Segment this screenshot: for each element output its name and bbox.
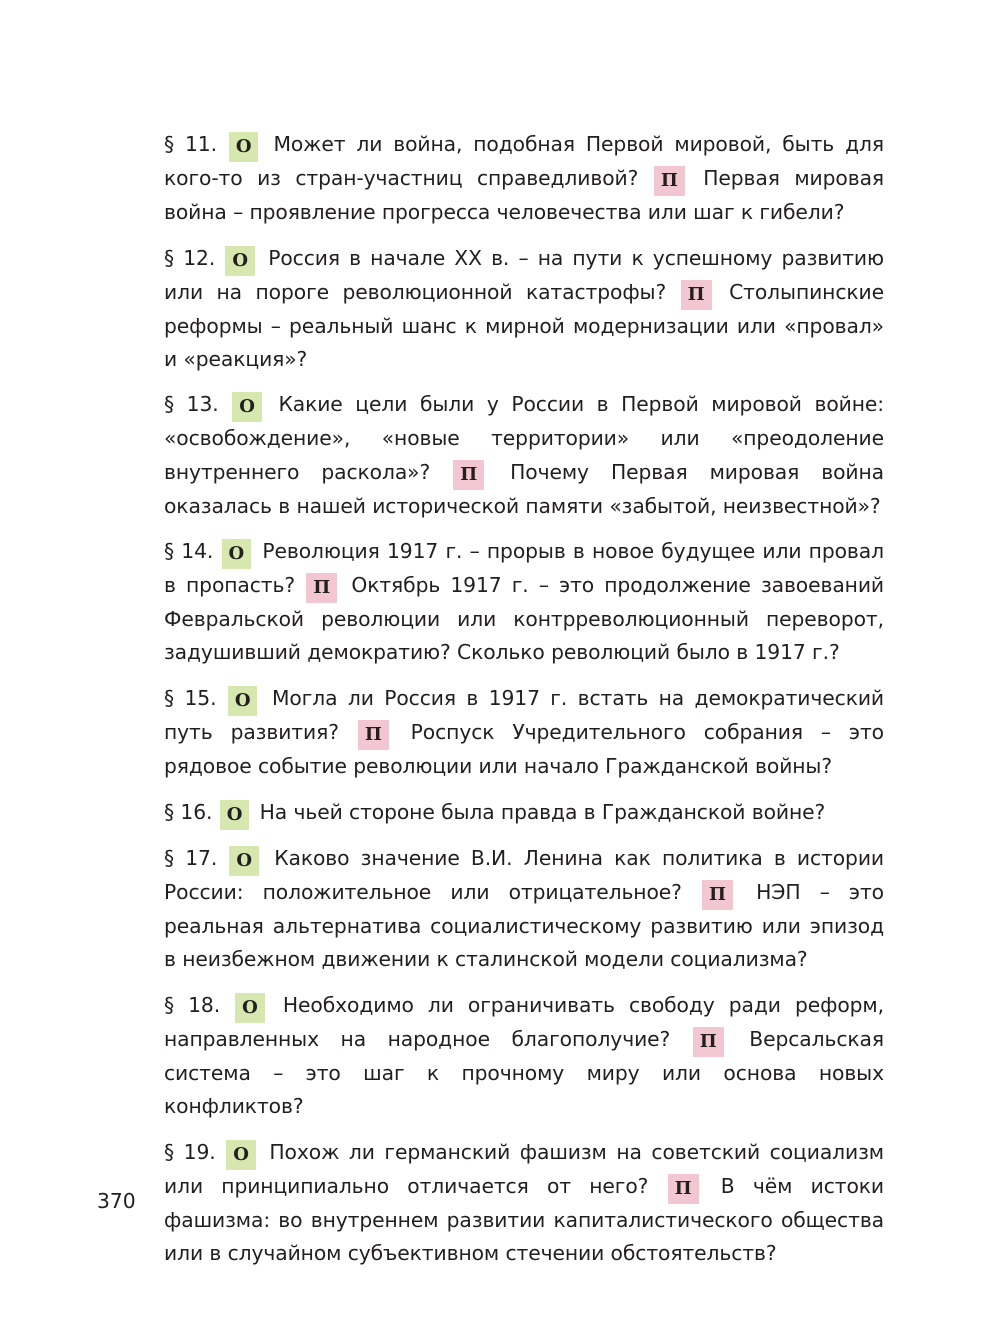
o-marker-badge: О	[229, 132, 259, 162]
section-number: § 19.	[164, 1139, 216, 1164]
p-question-text: Роспуск Учредительного собрания – это рядовое событие революции или начало Гражданской войны?	[164, 719, 884, 778]
p-marker-badge: П	[702, 880, 733, 910]
o-marker-badge: О	[226, 1140, 256, 1170]
o-marker-badge: О	[235, 993, 265, 1023]
p-question-text: НЭП – это реальная альтернатива социалистическому развитию или эпизод в неизбежном движении к сталинской модели социализма?	[164, 879, 884, 972]
question-paragraph-16	[164, 796, 884, 830]
o-marker-badge: О	[222, 539, 252, 569]
o-question-text: Революция 1917 г. – прорыв в новое будущее или провал в пропасть?	[164, 539, 884, 598]
section-number: § 15.	[164, 685, 217, 710]
o-question-text: Необходимо ли ограничивать свободу ради реформ, направленных на народное благополучие?	[164, 992, 884, 1051]
question-paragraph-18	[164, 989, 884, 1123]
o-question-text: На чьей стороне была правда в Гражданской войне?	[259, 799, 826, 824]
page-number: 370	[97, 1189, 136, 1213]
section-number: § 14.	[164, 539, 214, 564]
p-marker-badge: П	[306, 573, 337, 603]
o-question-text: Каково значение В.И. Ленина как политика в истории России: положительное или отрицательное?	[164, 845, 884, 904]
o-marker-badge: О	[220, 800, 250, 830]
question-paragraph-11	[164, 128, 884, 229]
p-marker-badge: П	[654, 166, 685, 196]
question-paragraph-17	[164, 842, 884, 976]
o-marker-badge: О	[225, 246, 255, 276]
section-number: § 13.	[164, 392, 219, 417]
p-question-text: В чём истоки фашизма: во внутреннем развитии капиталистического общества или в случайном субъективном стечении обстоятельств?	[164, 1173, 884, 1265]
p-question-text: Версальская система – это шаг к прочному миру или основа новых конфликтов?	[164, 1026, 884, 1118]
questions-list	[164, 128, 884, 1282]
section-number: § 16.	[164, 799, 213, 824]
o-question-text: Могла ли Россия в 1917 г. встать на демократический путь развития?	[164, 685, 885, 744]
question-paragraph-12	[164, 242, 884, 376]
p-marker-badge: П	[668, 1174, 699, 1204]
o-question-text: Похож ли германский фашизм на советский социализм или принципиально отличается от него?	[164, 1139, 884, 1198]
question-paragraph-15	[164, 682, 884, 783]
o-question-text: Может ли война, подобная Первой мировой, быть для кого-то из стран-участниц справедливой?	[164, 132, 884, 190]
p-marker-badge: П	[453, 460, 484, 490]
question-paragraph-13	[164, 388, 884, 522]
p-question-text: Почему Первая мировая война оказалась в нашей исторической памяти «забытой, неизвестной»?	[164, 459, 884, 518]
section-number: § 11.	[164, 132, 217, 156]
section-number: § 12.	[164, 245, 216, 270]
o-question-text: Россия в начале XX в. – на пути к успешному развитию или на пороге революционной катастрофы?	[164, 245, 884, 304]
question-paragraph-14	[164, 535, 884, 669]
section-number: § 17.	[164, 845, 218, 870]
section-number: § 18.	[164, 992, 221, 1017]
p-marker-badge: П	[693, 1027, 724, 1057]
o-marker-badge: О	[229, 846, 259, 876]
o-question-text: Какие цели были у России в Первой мировой войне: «освобождение», «новые территории» или «преодоление внутреннего раскола»?	[164, 392, 884, 484]
o-marker-badge: О	[228, 686, 258, 716]
p-question-text: Первая мировая война – проявление прогресса человечества или шаг к гибели?	[164, 166, 884, 224]
p-marker-badge: П	[681, 280, 712, 310]
p-question-text: Столыпинские реформы – реальный шанс к мирной модернизации или «провал» и «реакция»?	[164, 279, 884, 371]
p-marker-badge: П	[358, 720, 389, 750]
question-paragraph-19	[164, 1136, 884, 1270]
p-question-text: Октябрь 1917 г. – это продолжение завоеваний Февральской революции или контрреволюционный переворот, задушивший демократию? Сколько революций было в 1917 г.?	[164, 573, 884, 665]
o-marker-badge: О	[232, 392, 262, 422]
